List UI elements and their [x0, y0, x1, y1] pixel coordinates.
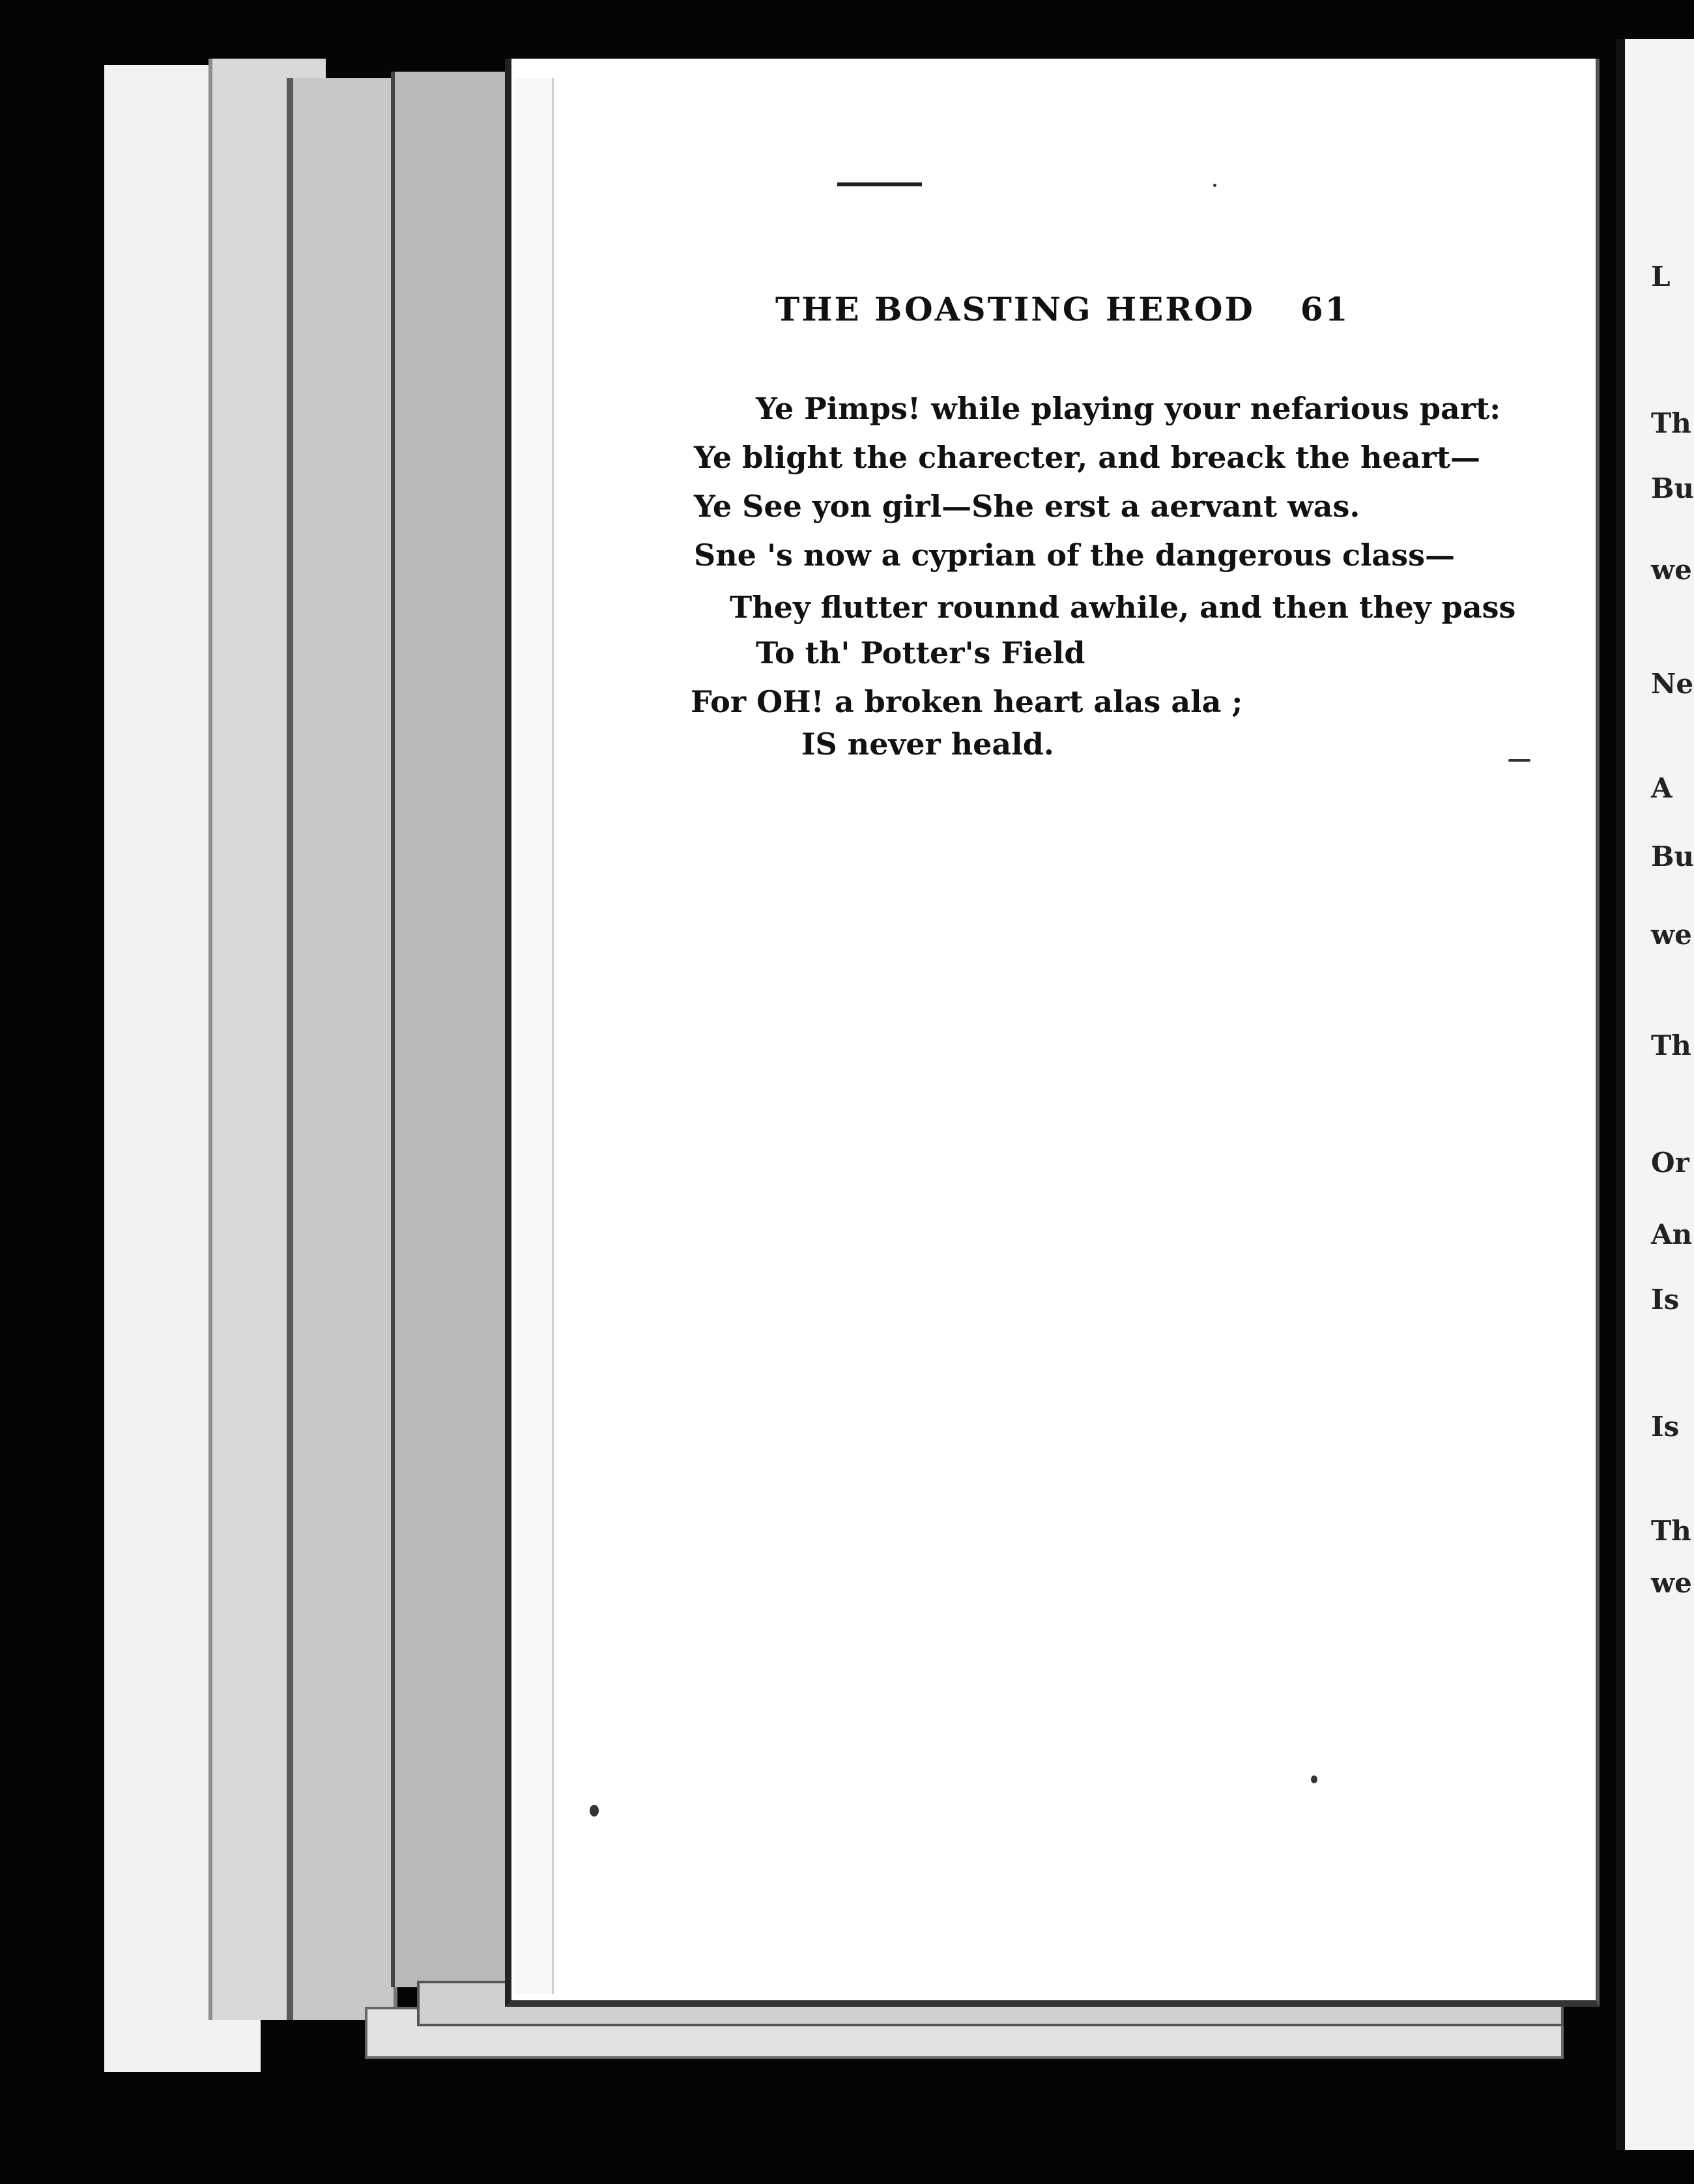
page-number: 61	[1300, 290, 1350, 328]
facing-page-text: Bu	[1651, 841, 1694, 872]
facing-page-text: An	[1651, 1218, 1693, 1250]
facing-page-text: we	[1651, 1567, 1692, 1599]
facing-page-text: L	[1651, 261, 1671, 293]
facing-page-text: Th	[1651, 1029, 1691, 1061]
facing-page-text: we	[1651, 554, 1692, 586]
facing-page-text: A	[1651, 772, 1672, 804]
scan-speck	[1213, 184, 1216, 187]
facing-page-text: Th	[1651, 1515, 1691, 1547]
inner-leaf	[391, 72, 508, 1987]
book-page	[505, 59, 1600, 2007]
verse-line: Ye blight the charecter, and breack the heart—	[694, 440, 1481, 475]
facing-page	[1616, 39, 1694, 2150]
running-header	[775, 290, 1350, 342]
scan-speck	[590, 1805, 599, 1817]
facing-page-text: Is	[1651, 1284, 1680, 1315]
verse-line: Ye Pimps! while playing your nefarious part:	[756, 391, 1501, 426]
verse-line: IS never heald.	[801, 726, 1054, 762]
facing-page-text: Is	[1651, 1411, 1680, 1443]
verse-line: For OH! a broken heart alas ala ;	[691, 684, 1243, 719]
verse-line: To th' Potter's Field	[756, 635, 1085, 670]
verse-line: They flutter rounnd awhile, and then they pass	[730, 590, 1516, 625]
ornament-rule	[837, 182, 922, 186]
scan-speck	[1311, 1775, 1317, 1783]
facing-page-text: we	[1651, 919, 1692, 951]
facing-page-text: Bu	[1651, 472, 1694, 504]
running-title: THE BOASTING HEROD	[775, 290, 1255, 328]
scan-speck	[1508, 759, 1530, 762]
verse-line: Ye See yon girl—She erst a aervant was.	[694, 489, 1360, 524]
facing-page-text: Or	[1651, 1147, 1689, 1179]
verse-line: Sne 's now a cyprian of the dangerous class—	[694, 538, 1456, 573]
facing-page-text: Ne	[1651, 668, 1694, 700]
torn-leaf-edge	[287, 78, 397, 2020]
page-gutter	[515, 78, 554, 1994]
facing-page-text: Th	[1651, 407, 1691, 439]
